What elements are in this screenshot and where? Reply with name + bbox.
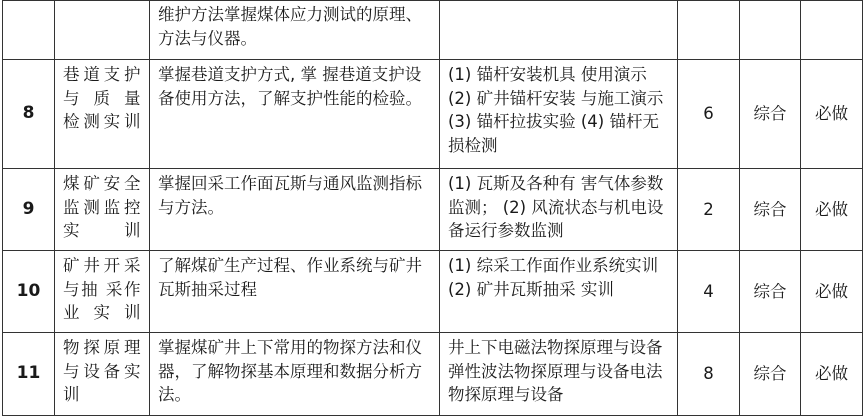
objective-cell: 掌握巷道支护方式, 掌 握巷道支护设备使用方法，了解支护性能的检验。: [150, 60, 440, 169]
type-cell: 综合: [740, 60, 801, 169]
table-row: [3, 1, 863, 60]
status-cell: 必做: [801, 251, 863, 333]
hours-cell: 6: [678, 60, 740, 169]
type-cell: 综合: [740, 333, 801, 416]
table-row: [3, 60, 863, 169]
objective-cell: 掌握煤矿井上下常用的物探方法和仪器，了解物探基本原理和数据分析方法。: [150, 333, 440, 416]
hours-cell: 2: [678, 169, 740, 251]
content-cell: [440, 1, 678, 60]
table-row: [3, 251, 863, 333]
objective-cell: 维护方法掌握煤体应力测试的原理、方法与仪器。: [150, 1, 440, 60]
course-name-cell: 物探原理与设备实训: [55, 333, 150, 416]
row-number-cell: 11: [3, 333, 55, 416]
row-number-cell: 10: [3, 251, 55, 333]
hours-cell: [678, 1, 740, 60]
course-name-cell: 煤矿安全监测监控实训: [55, 169, 150, 251]
row-number-cell: 9: [3, 169, 55, 251]
objective-cell: 掌握回采工作面瓦斯与通风监测指标与方法。: [150, 169, 440, 251]
type-cell: [740, 1, 801, 60]
content-cell: (1) 锚杆安装机具 使用演示 (2) 矿井锚杆安装 与施工演示 (3) 锚杆拉拔实验 (4) 锚杆无损检测: [440, 60, 678, 169]
content-cell: (1) 综采工作面作业系统实训 (2) 矿井瓦斯抽采 实训: [440, 251, 678, 333]
content-cell: 井上下电磁法物探原理与设备弹性波法物探原理与设备电法物探原理与设备: [440, 333, 678, 416]
course-name-cell: [55, 1, 150, 60]
type-cell: 综合: [740, 251, 801, 333]
course-name-cell: 矿井开采与抽 采作业实训: [55, 251, 150, 333]
status-cell: 必做: [801, 60, 863, 169]
content-cell: (1) 瓦斯及各种有 害气体参数监测； (2) 风流状态与机电设备运行参数监测: [440, 169, 678, 251]
hours-cell: 4: [678, 251, 740, 333]
course-table: [2, 0, 863, 416]
type-cell: 综合: [740, 169, 801, 251]
row-number-cell: [3, 1, 55, 60]
status-cell: 必做: [801, 169, 863, 251]
table-row: [3, 333, 863, 416]
hours-cell: 8: [678, 333, 740, 416]
objective-cell: 了解煤矿生产过程、作业系统与矿井瓦斯抽采过程: [150, 251, 440, 333]
status-cell: [801, 1, 863, 60]
table-row: [3, 169, 863, 251]
row-number-cell: 8: [3, 60, 55, 169]
status-cell: 必做: [801, 333, 863, 416]
course-name-cell: 巷道支护与 质 量检测实训: [55, 60, 150, 169]
